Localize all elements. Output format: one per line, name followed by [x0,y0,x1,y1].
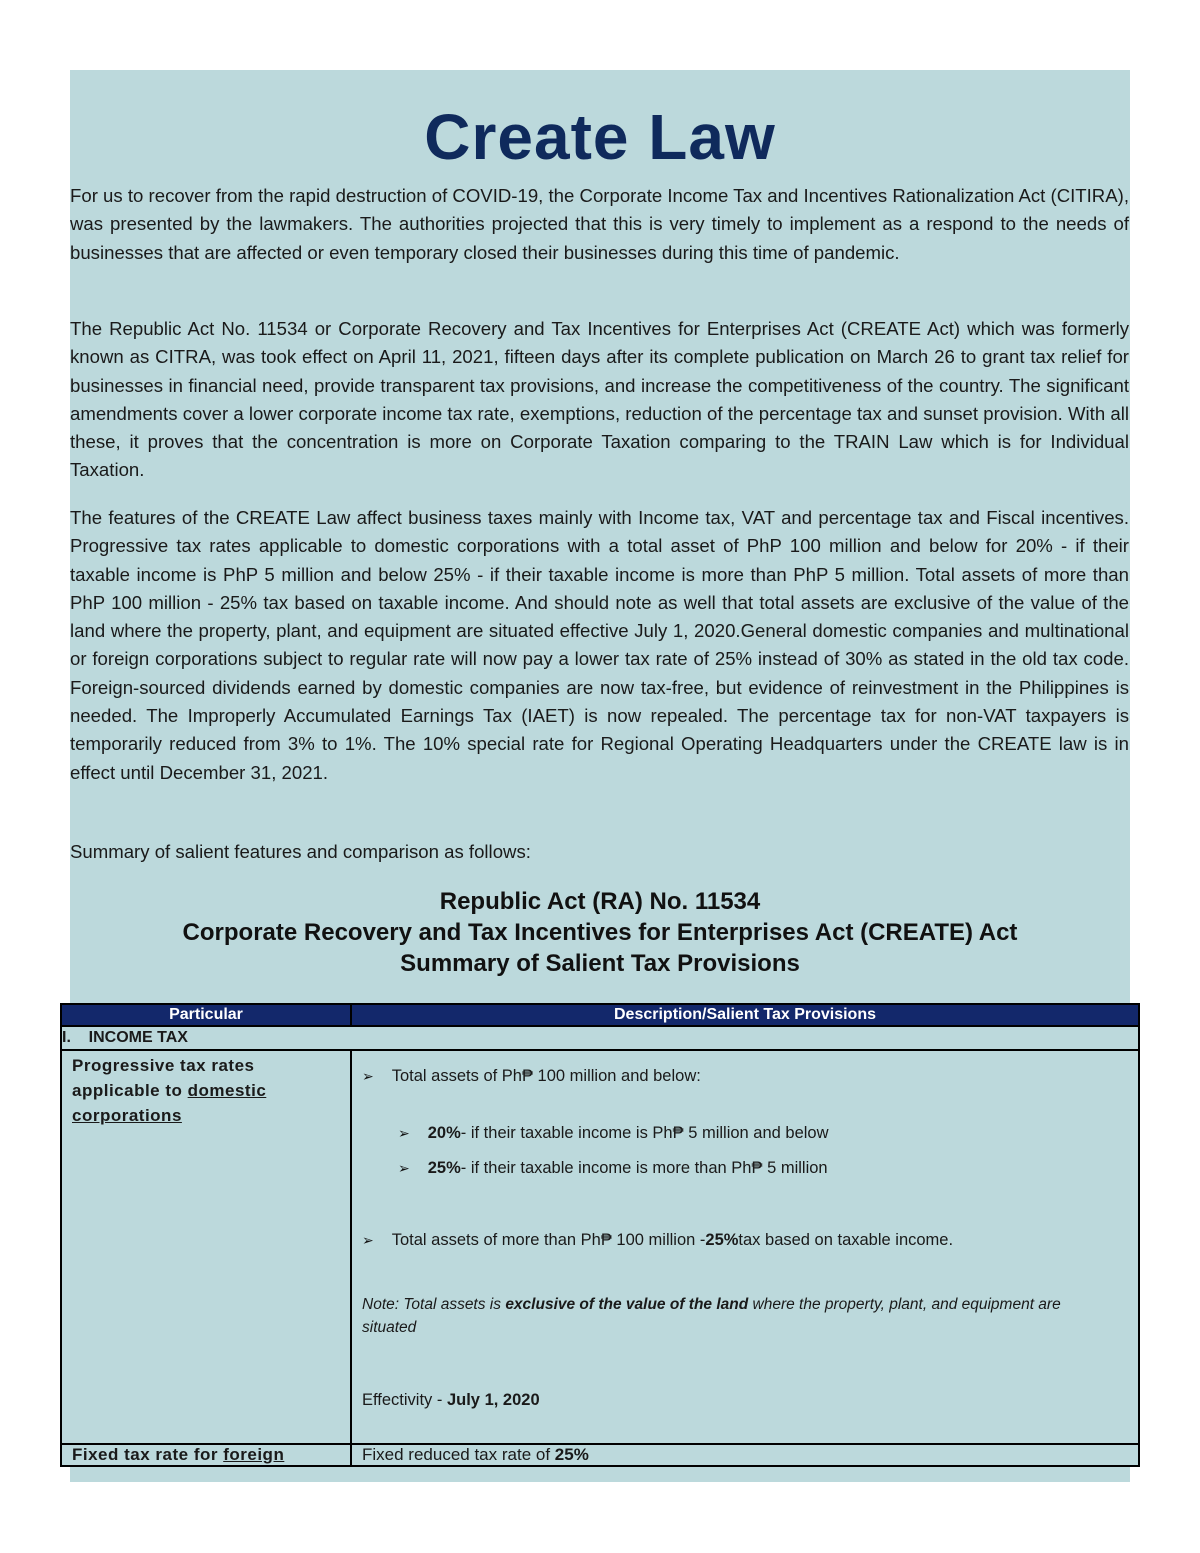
column-header-particular: Particular [61,1004,351,1026]
section-row [61,1026,1139,1050]
description-cell [351,1444,1139,1466]
particular-underlined: foreign [223,1445,285,1464]
effectivity-date: July 1, 2020 [446,1391,540,1409]
particular-underlined: domestic corporations [72,1081,267,1125]
table-header-row [61,1004,1139,1026]
rate-value: 20% [427,1124,461,1142]
description-cell [351,1050,1139,1444]
list-item [398,1159,828,1178]
paragraph-features: The features of the CREATE Law affect business taxes mainly with Income tax, VAT and percentage tax and Fiscal incentives. Progressive tax rates applicable to domestic corporations with a total asset of PhP 100 million and below for 20% - if their taxable income is PhP 5 million and below 25% - if their taxable income is more than PhP 5 million. Total assets of more than PhP 100 million - 25% tax based on taxable income. And should note as well that total assets are exclusive of the value of the land where the property, plant, and equipment are situated effective July 1, 2020.General domestic companies and multinational or foreign corporations subject to regular rate will now pay a lower tax rate of 25% instead of 30% as stated in the old tax code. Foreign-sourced dividends earned by domestic companies are now tax-free, but evidence of reinvestment in the Philippines is needed. The Improperly Accumulated Earnings Tax (IAET) is now repealed. The percentage tax for non-VAT taxpayers is temporarily reduced from 3% to 1%. The 10% special rate for Regional Operating Headquarters under the CREATE law is in effect until December 31, 2021. [70,507,1129,783]
effectivity-label: Effectivity - [362,1391,447,1409]
table-heading-line1: Republic Act (RA) No. 11534 [439,888,761,915]
bullet-text: Total assets of more than Ph₱ 100 million - [391,1231,706,1249]
bullet-text: - if their taxable income is Ph₱ 5 million and below [460,1124,829,1142]
table-heading-line3: Summary of Salient Tax Provisions [400,950,800,977]
effectivity-text [362,1391,540,1410]
rate-value: 25% [427,1159,461,1177]
arrow-bullet-icon: ➢ [362,1232,374,1248]
particular-text: Progressive tax rates applicable to [72,1056,255,1100]
table-heading [70,886,1130,979]
note-emphasis: exclusive of the value of the land [505,1296,749,1313]
arrow-bullet-icon: ➢ [362,1068,374,1084]
list-item [362,1067,701,1086]
note-text [362,1293,1062,1339]
page-title: Create Law [424,101,776,173]
bullet-text: Total assets of Ph₱ 100 million and below: [391,1067,701,1085]
particular-cell [61,1050,351,1444]
description-text: Fixed reduced tax rate of [362,1445,555,1464]
particular-text: Fixed tax rate for [72,1445,224,1464]
arrow-bullet-icon: ➢ [398,1160,410,1176]
particular-cell [61,1444,351,1466]
list-item [362,1231,953,1250]
note-suffix: where the property, plant, and equipment are situated [362,1296,1061,1336]
provisions-table [60,1003,1140,1467]
rate-value: 25% [554,1445,589,1464]
list-item [398,1124,829,1143]
arrow-bullet-icon: ➢ [398,1125,410,1141]
bullet-text: tax based on taxable income. [738,1231,954,1249]
section-label: I. INCOME TAX [62,1029,188,1046]
paragraph-summary-lead: Summary of salient features and comparison as follows: [70,841,531,862]
section-income-tax [61,1026,1139,1050]
paragraph-intro: For us to recover from the rapid destruction of COVID-19, the Corporate Income Tax and Incentives Rationalization Act (CITIRA), was presented by the lawmakers. The authorities projected that this is very timely to implement as a respond to the needs of businesses that are affected or even temporary closed their businesses during this time of pandemic. [70,185,1129,263]
table-row [61,1444,1139,1466]
table-row [61,1050,1139,1444]
bullet-text: - if their taxable income is more than Ph₱ 5 million [460,1159,828,1177]
rate-value: 25% [705,1231,739,1249]
column-header-description: Description/Salient Tax Provisions [351,1004,1139,1026]
table-heading-line2: Corporate Recovery and Tax Incentives for Enterprises Act (CREATE) Act [182,919,1018,946]
paragraph-republic-act: The Republic Act No. 11534 or Corporate Recovery and Tax Incentives for Enterprises Act (CREATE Act) which was formerly known as CITRA, was took effect on April 11, 2021, fifteen days after its complete publication on March 26 to grant tax relief for businesses in financial need, provide transparent tax provisions, and increase the competitiveness of the country. The significant amendments cover a lower corporate income tax rate, exemptions, reduction of the percentage tax and sunset provision. With all these, it proves that the concentration is more on Corporate Taxation comparing to the TRAIN Law which is for Individual Taxation. [70,318,1129,481]
note-prefix: Note: Total assets is [362,1296,506,1313]
